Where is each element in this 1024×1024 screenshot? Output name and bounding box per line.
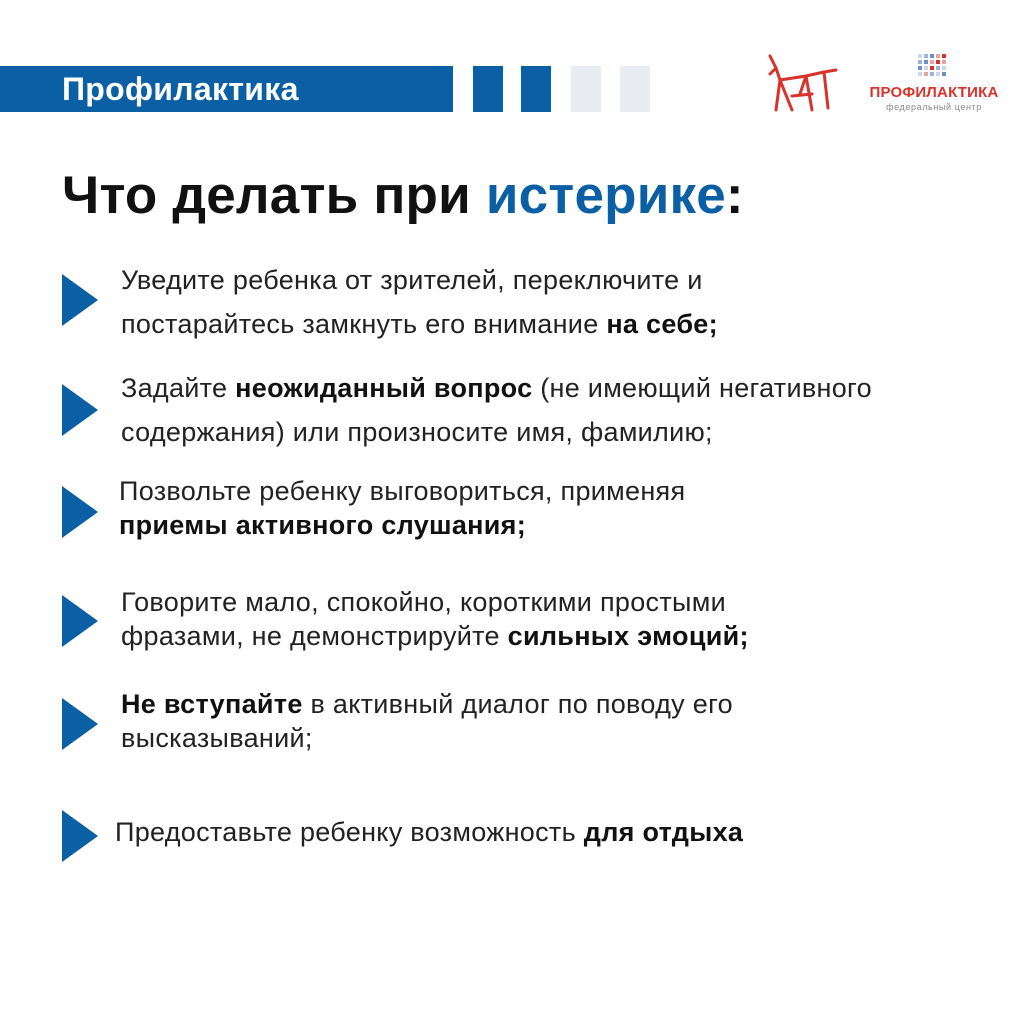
list-item-line: высказываний; (121, 723, 313, 753)
list-item-line: Предоставьте ребенку возможность для отдыха (115, 817, 744, 847)
triangle-bullet-icon (62, 810, 98, 862)
list-item-text (121, 687, 733, 755)
list-item-text (115, 815, 743, 849)
decor-square (473, 66, 503, 112)
list-item-text (121, 585, 749, 653)
list-item-line: приемы активного слушания; (119, 510, 527, 540)
list-item-line: Позвольте ребенку выговориться, применяя (119, 476, 686, 506)
list-item-line: содержания) или произносите имя, фамилию; (121, 417, 713, 447)
list-item-line: Уведите ребенка от зрителей, переключите и (121, 265, 703, 295)
list-item-line: фразами, не демонстрируйте сильных эмоций; (121, 621, 749, 651)
header-title: Профилактика (62, 70, 299, 107)
list-item-text (121, 366, 872, 454)
decor-square (521, 66, 551, 112)
page-title-prefix: Что делать при (62, 166, 486, 225)
list-item-line: постарайтесь замкнуть его внимание на себе; (121, 309, 718, 339)
page-title (62, 165, 744, 226)
logo-grid-icon (918, 54, 948, 80)
decor-square (571, 66, 601, 112)
horse-icon (766, 50, 840, 114)
triangle-bullet-icon (62, 698, 98, 750)
list-item-text (119, 474, 685, 542)
list-item-line: Не вступайте в активный диалог по поводу его (121, 689, 733, 719)
logo-subtitle: федеральный центр (886, 102, 982, 112)
triangle-bullet-icon (62, 384, 98, 436)
list-item-text (121, 258, 718, 346)
header-bar (0, 66, 453, 112)
triangle-bullet-icon (62, 274, 98, 326)
list-item-line: Говорите мало, спокойно, короткими простыми (121, 587, 726, 617)
triangle-bullet-icon (62, 486, 98, 538)
list-item-line: Задайте неожиданный вопрос (не имеющий негативного (121, 373, 872, 403)
triangle-bullet-icon (62, 595, 98, 647)
page-title-accent: истерике (485, 166, 726, 225)
logo-name: ПРОФИЛАКТИКА (869, 84, 999, 101)
page-title-suffix: : (725, 166, 744, 225)
decor-square (620, 66, 650, 112)
